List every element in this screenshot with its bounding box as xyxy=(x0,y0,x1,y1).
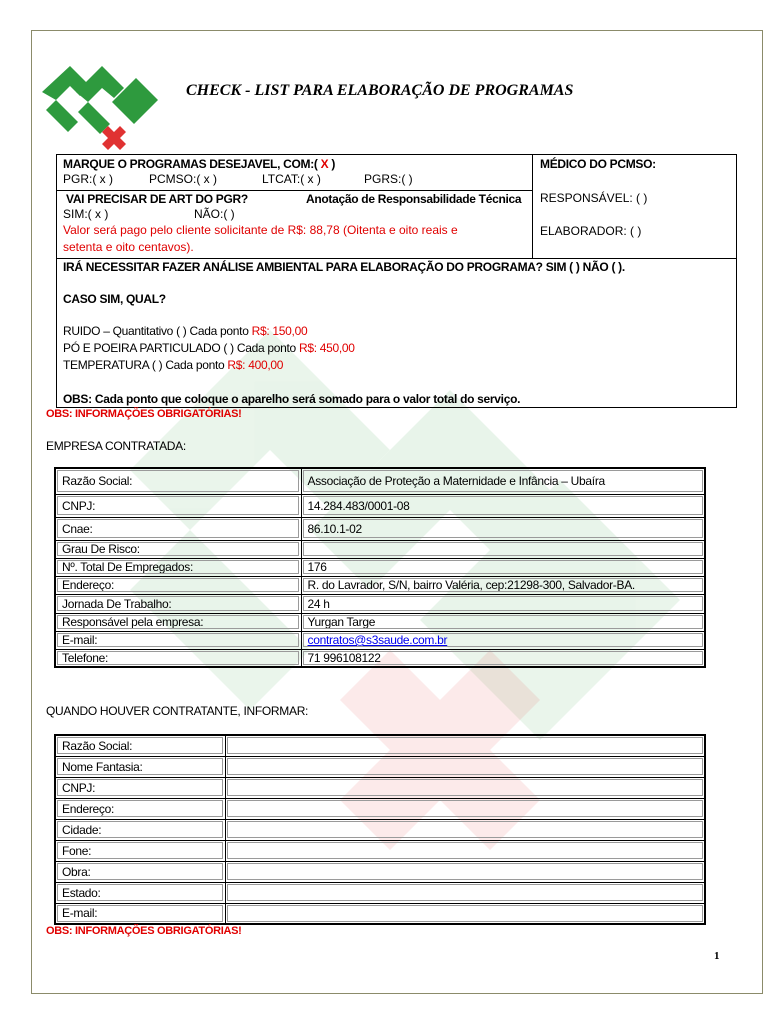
medico-title: MÉDICO DO PCMSO: xyxy=(540,157,656,171)
row-value[interactable] xyxy=(225,840,705,861)
elaborador-checkbox[interactable]: ELABORADOR: ( ) xyxy=(540,224,642,238)
pgrs-checkbox[interactable]: PGRS:( ) xyxy=(364,172,413,186)
table-row xyxy=(55,819,705,840)
row-label: Grau De Risco: xyxy=(55,540,301,558)
pgr-checkbox[interactable]: PGR:( x ) xyxy=(63,172,113,186)
row-label: Nome Fantasia: xyxy=(55,756,225,777)
row-value[interactable]: 86.10.1-02 xyxy=(301,517,705,540)
table-row xyxy=(55,777,705,798)
table-row xyxy=(55,631,705,649)
table-row xyxy=(55,576,705,594)
row-label: Nº. Total De Empregados: xyxy=(55,558,301,576)
program-checklist xyxy=(56,154,737,408)
analise-question: IRÁ NECESSITAR FAZER ANÁLISE AMBIENTAL PARA ELABORAÇÃO DO PROGRAMA? SIM ( ) NÃO ( ). xyxy=(63,260,625,274)
table-row xyxy=(55,558,705,576)
ltcat-checkbox[interactable]: LTCAT:( x ) xyxy=(262,172,321,186)
empresa-contratada-label: EMPRESA CONTRATADA: xyxy=(46,439,186,453)
row-value[interactable]: 24 h xyxy=(301,594,705,613)
email-link[interactable]: contratos@s3saude.com.br xyxy=(307,633,448,647)
row-value[interactable]: Associação de Proteção a Maternidade e Infância – Ubaíra xyxy=(301,468,705,494)
row-label: Cidade: xyxy=(55,819,225,840)
company-logo xyxy=(40,62,160,150)
row-label: E-mail: xyxy=(55,903,225,924)
row-label: Responsável pela empresa: xyxy=(55,613,301,631)
table-row xyxy=(55,494,705,517)
row-value[interactable]: R. do Lavrador, S/N, bairro Valéria, cep:21298-300, Salvador-BA. xyxy=(301,576,705,594)
responsavel-checkbox[interactable]: RESPONSÁVEL: ( ) xyxy=(540,191,648,205)
table-row xyxy=(55,517,705,540)
table-row xyxy=(55,649,705,667)
table-row xyxy=(55,903,705,924)
row-value[interactable] xyxy=(225,777,705,798)
table-row xyxy=(55,613,705,631)
art-price-text-2: setenta e oito centavos). xyxy=(63,240,194,254)
art-nao-checkbox[interactable]: NÃO:( ) xyxy=(194,207,235,221)
table-row xyxy=(55,735,705,756)
row-value[interactable] xyxy=(225,861,705,882)
obs-total-note: OBS: Cada ponto que coloque o aparelho será somado para o valor total do serviço. xyxy=(63,392,521,406)
row-label: Endereço: xyxy=(55,798,225,819)
row-label: Jornada De Trabalho: xyxy=(55,594,301,613)
row-label: Fone: xyxy=(55,840,225,861)
row-label: CNPJ: xyxy=(55,494,301,517)
row-label: Obra: xyxy=(55,861,225,882)
row-label: Estado: xyxy=(55,882,225,903)
caso-sim-label: CASO SIM, QUAL? xyxy=(63,292,166,306)
row-value[interactable]: 14.284.483/0001-08 xyxy=(301,494,705,517)
poeira-item[interactable]: PÓ E POEIRA PARTICULADO ( ) Cada ponto R$: 450,00 xyxy=(63,341,355,355)
row-label: Telefone: xyxy=(55,649,301,667)
contractor-table xyxy=(54,734,706,925)
row-value[interactable] xyxy=(225,903,705,924)
row-value[interactable] xyxy=(225,735,705,756)
row-value[interactable] xyxy=(225,798,705,819)
art-question: VAI PRECISAR DE ART DO PGR? xyxy=(66,192,248,206)
row-label: Endereço: xyxy=(55,576,301,594)
table-row xyxy=(55,798,705,819)
table-row xyxy=(55,861,705,882)
divider xyxy=(57,190,532,191)
row-label: Razão Social: xyxy=(55,735,225,756)
temperatura-item[interactable]: TEMPERATURA ( ) Cada ponto R$: 400,00 xyxy=(63,358,284,372)
row-value[interactable] xyxy=(225,882,705,903)
table-row xyxy=(55,840,705,861)
company-table xyxy=(54,467,706,668)
row-label: E-mail: xyxy=(55,631,301,649)
row-value[interactable]: 176 xyxy=(301,558,705,576)
art-sim-checkbox[interactable]: SIM:( x ) xyxy=(63,207,109,221)
page-title: CHECK - LIST PARA ELABORAÇÃO DE PROGRAMAS xyxy=(186,82,574,99)
row-label: Cnae: xyxy=(55,517,301,540)
pcmso-checkbox[interactable]: PCMSO:( x ) xyxy=(149,172,217,186)
page-number: 1 xyxy=(714,950,720,962)
table-row xyxy=(55,756,705,777)
table-row xyxy=(55,540,705,558)
obs-required-note-bottom: OBS: INFORMAÇÕES OBRIGATÓRIAS! xyxy=(46,925,242,937)
art-price-text: Valor será pago pelo cliente solicitante de R$: 88,78 (Oitenta e oito reais e xyxy=(63,223,458,237)
contratante-label: QUANDO HOUVER CONTRATANTE, INFORMAR: xyxy=(46,704,309,718)
divider xyxy=(532,155,533,258)
row-value[interactable] xyxy=(225,756,705,777)
divider xyxy=(57,258,736,259)
art-meaning: Anotação de Responsabilidade Técnica xyxy=(306,192,522,206)
row-value[interactable] xyxy=(301,540,705,558)
table-row xyxy=(55,468,705,494)
row-value[interactable]: Yurgan Targe xyxy=(301,613,705,631)
table-row xyxy=(55,594,705,613)
table-row xyxy=(55,882,705,903)
row-value[interactable]: 71 996108122 xyxy=(301,649,705,667)
row-label: CNPJ: xyxy=(55,777,225,798)
row-label: Razão Social: xyxy=(55,468,301,494)
mark-programs-label: MARQUE O PROGRAMAS DESEJAVEL, COM:( X ) xyxy=(63,157,336,171)
obs-required-note: OBS: INFORMAÇÕES OBRIGATÓRIAS! xyxy=(46,408,242,420)
email-value xyxy=(301,631,705,649)
row-value[interactable] xyxy=(225,819,705,840)
ruido-item[interactable]: RUIDO – Quantitativo ( ) Cada ponto R$: 150,00 xyxy=(63,324,308,338)
